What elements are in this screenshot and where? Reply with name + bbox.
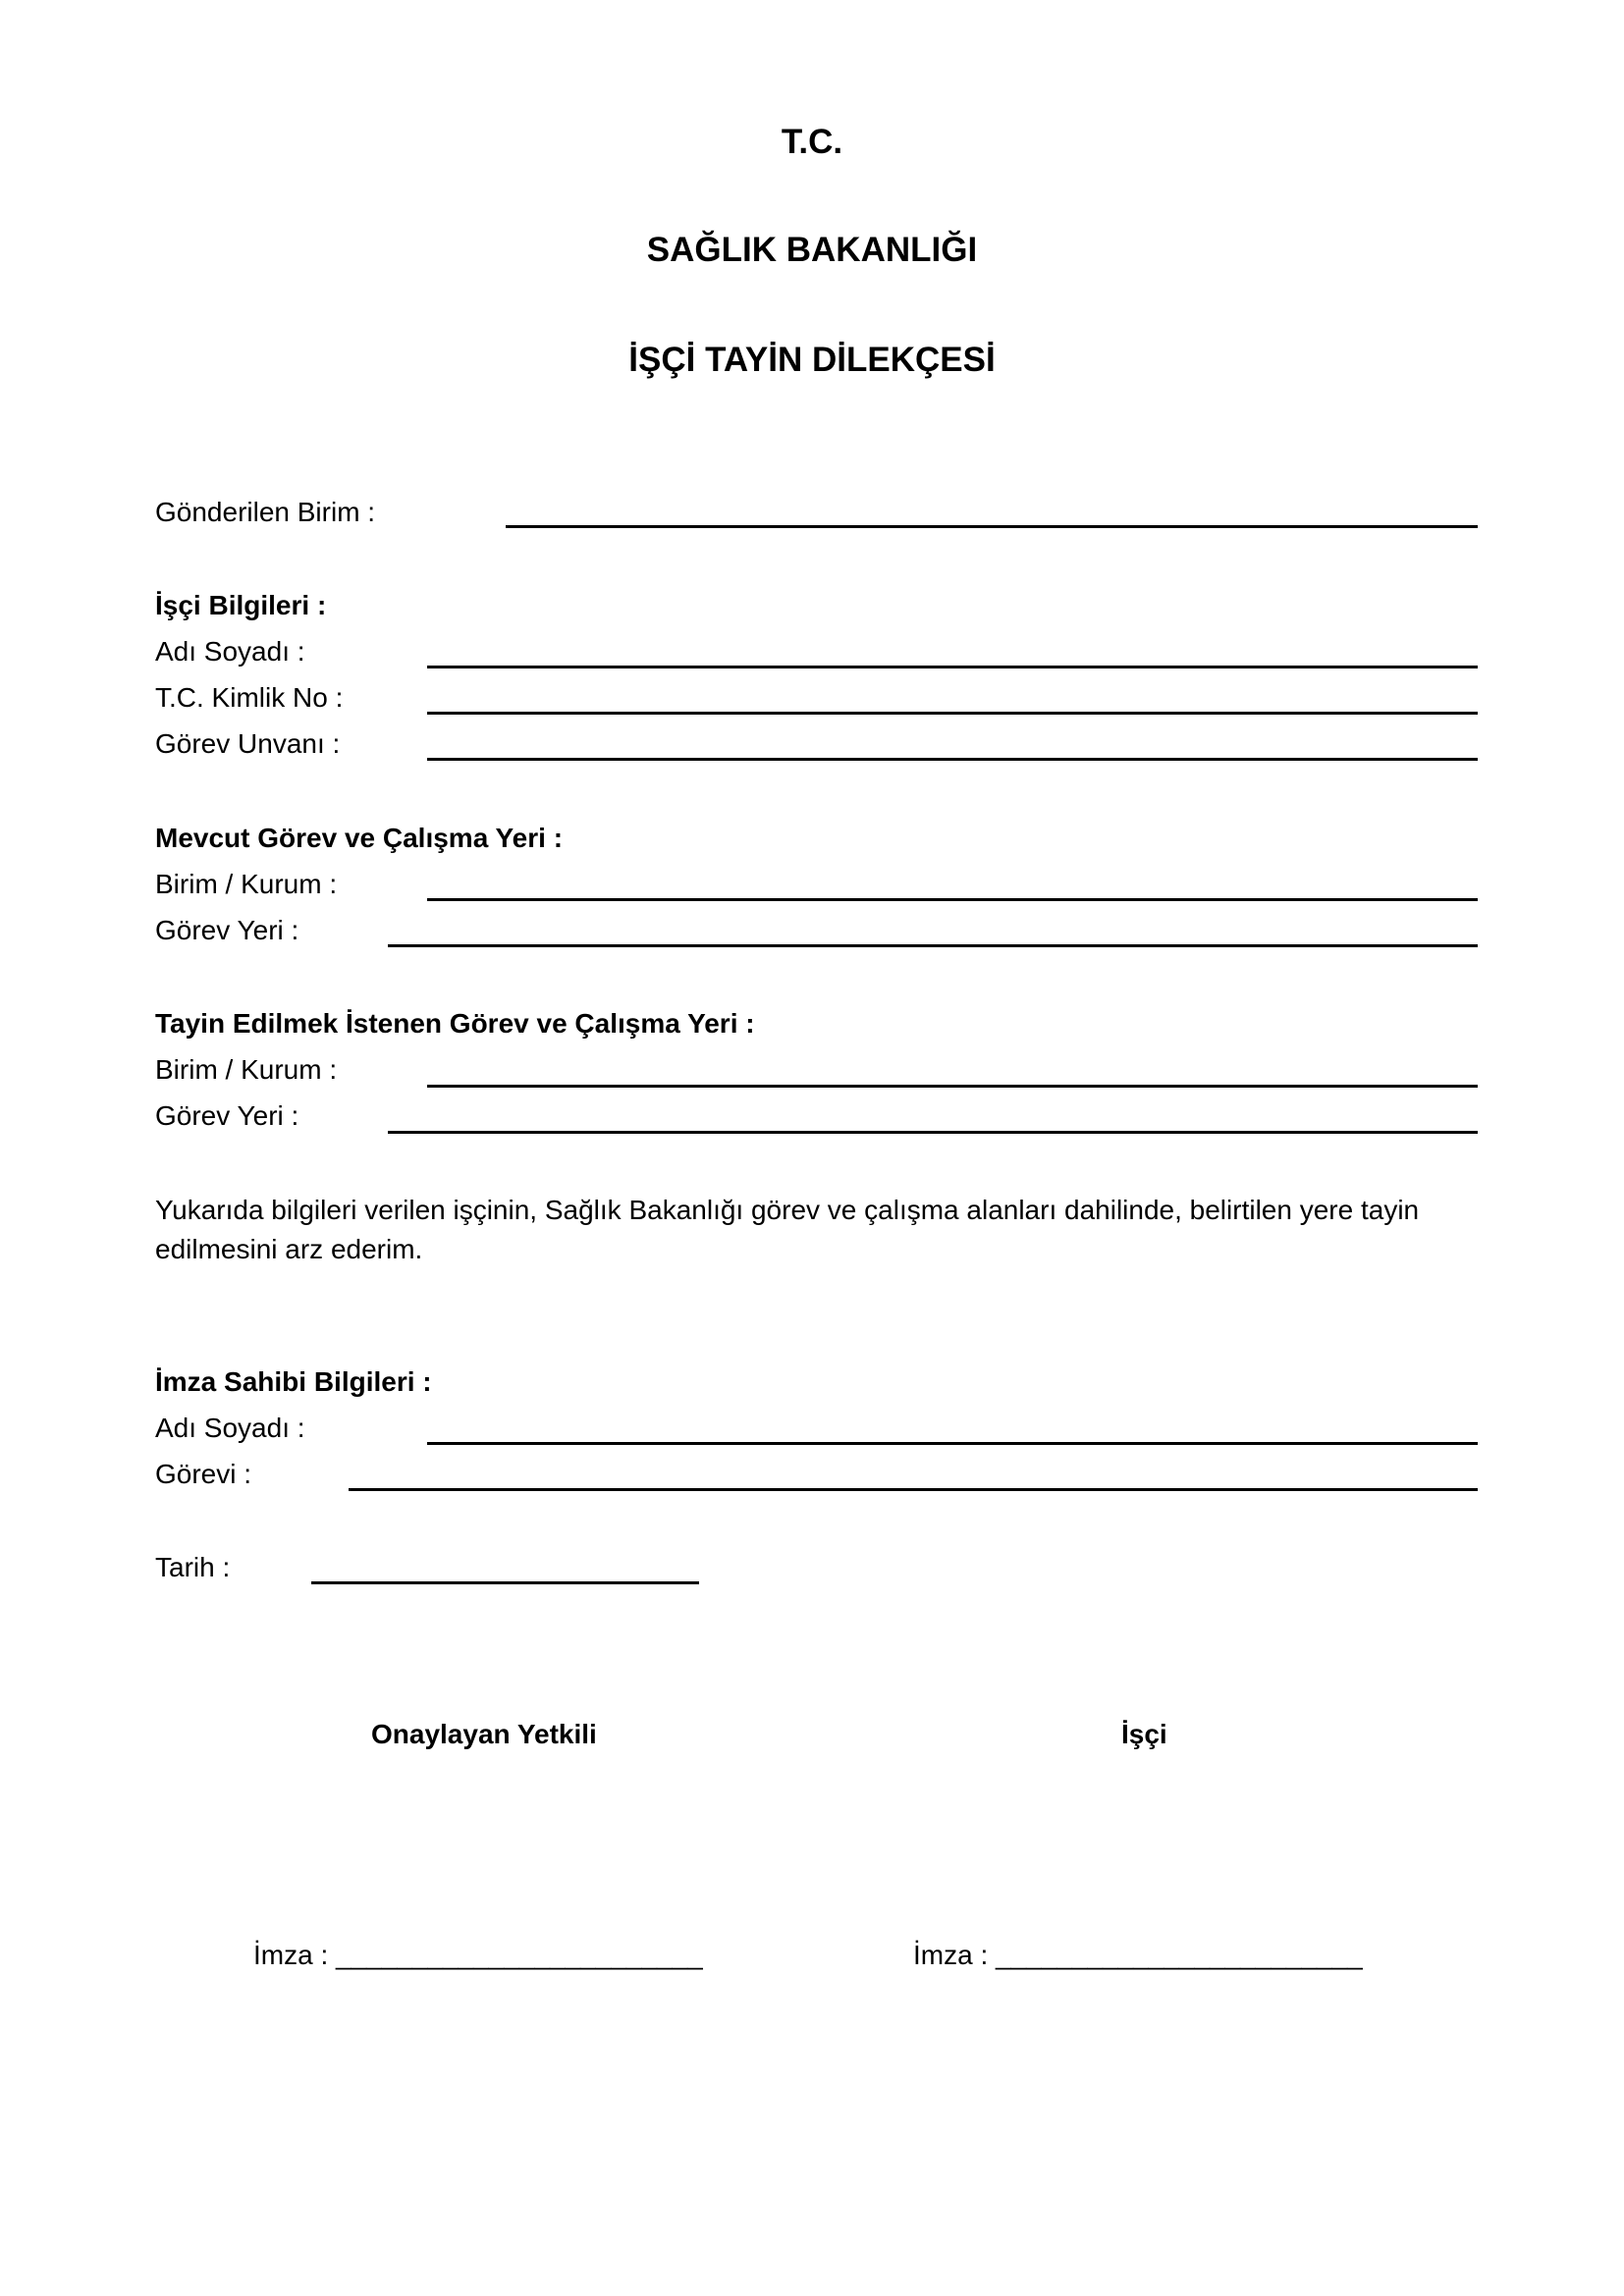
- requested-unit-label: Birim / Kurum :: [155, 1054, 338, 1085]
- worker-id-field[interactable]: [427, 712, 1478, 715]
- worker-name-label: Adı Soyadı :: [155, 636, 305, 667]
- worker-signature-line[interactable]: İmza : ________________________: [913, 1940, 1363, 1970]
- approver-signature-line[interactable]: İmza : ________________________: [253, 1940, 703, 1970]
- current-place-label: Görev Yeri :: [155, 915, 299, 945]
- worker-id-label: T.C. Kimlik No :: [155, 682, 344, 713]
- signer-name-label: Adı Soyadı :: [155, 1413, 305, 1443]
- signer-duty-field[interactable]: [349, 1488, 1478, 1491]
- worker-info-heading: İşçi Bilgileri :: [155, 590, 327, 620]
- sent-unit-field[interactable]: [506, 525, 1478, 528]
- signer-info-heading: İmza Sahibi Bilgileri :: [155, 1366, 432, 1397]
- requested-unit-field[interactable]: [427, 1085, 1478, 1088]
- worker-title-label: Görev Unvanı :: [155, 728, 341, 759]
- header-tc: T.C.: [781, 123, 843, 161]
- header-ministry: SAĞLIK BAKANLIĞI: [646, 231, 978, 269]
- worker-signature-title: İşçi: [1121, 1719, 1167, 1749]
- requested-place-field[interactable]: [388, 1131, 1478, 1134]
- current-post-heading: Mevcut Görev ve Çalışma Yeri :: [155, 823, 564, 853]
- signer-duty-label: Görevi :: [155, 1459, 252, 1489]
- sent-unit-label: Gönderilen Birim :: [155, 497, 376, 527]
- requested-post-heading: Tayin Edilmek İstenen Görev ve Çalışma Yeri :: [155, 1008, 755, 1039]
- worker-name-field[interactable]: [427, 666, 1478, 668]
- statement-text: Yukarıda bilgileri verilen işçinin, Sağlık Bakanlığı görev ve çalışma alanları dahilinde, belirtilen yere tayin edilmesini arz ederim.: [155, 1195, 1420, 1264]
- approver-title: Onaylayan Yetkili: [371, 1719, 597, 1749]
- requested-place-label: Görev Yeri :: [155, 1100, 299, 1131]
- date-label: Tarih :: [155, 1552, 231, 1582]
- date-field[interactable]: [311, 1581, 699, 1584]
- current-place-field[interactable]: [388, 944, 1478, 947]
- current-unit-field[interactable]: [427, 898, 1478, 901]
- page-title: İŞÇİ TAYİN DİLEKÇESİ: [628, 341, 996, 379]
- signer-name-field[interactable]: [427, 1442, 1478, 1445]
- worker-title-field[interactable]: [427, 758, 1478, 761]
- current-unit-label: Birim / Kurum :: [155, 869, 338, 899]
